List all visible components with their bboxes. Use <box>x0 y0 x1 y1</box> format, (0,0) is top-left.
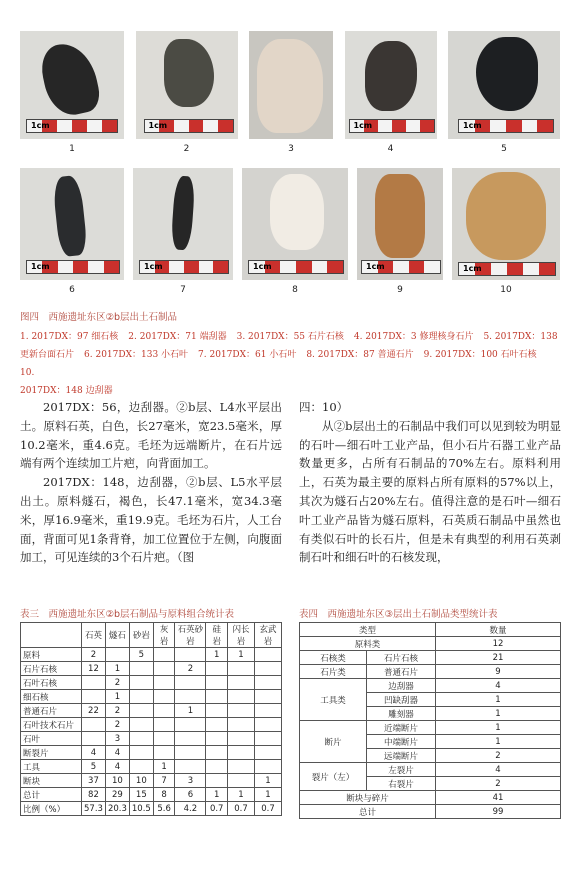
table-cell <box>206 746 228 760</box>
scale-ruler: 1cm <box>458 119 554 133</box>
table-cell <box>255 676 282 690</box>
table-cell: 2 <box>175 662 206 676</box>
table-cell <box>255 760 282 774</box>
figure-item: 1. 2017DX：97 细石核 <box>20 332 119 342</box>
table-cell: 99 <box>436 805 561 819</box>
artifact-image <box>365 41 417 111</box>
table-cell: 5 <box>129 648 153 662</box>
table-cell <box>206 690 228 704</box>
table-row <box>300 721 561 735</box>
figure-item: 5. 2017DX：138 <box>483 332 558 342</box>
row-label-cell: 普通石片 <box>21 704 82 718</box>
table-cell <box>129 662 153 676</box>
table3-body <box>21 648 282 816</box>
table-cell <box>129 760 153 774</box>
paragraph-continuation: 四：10） <box>299 400 349 414</box>
photo-frame <box>357 168 443 280</box>
table-cell: 10 <box>105 774 129 788</box>
table-cell <box>153 718 175 732</box>
table-row <box>300 791 561 805</box>
figure-item: 更新台面石片 <box>20 350 75 360</box>
table-cell <box>206 718 228 732</box>
scale-ruler: 1cm <box>458 262 556 276</box>
table-cell: 4 <box>436 679 561 693</box>
figure-item: 3. 2017DX：55 石片石核 <box>236 332 344 342</box>
table-cell: 1 <box>206 788 228 802</box>
table-cell <box>228 690 255 704</box>
table-cell <box>228 676 255 690</box>
artifact-image <box>257 39 323 133</box>
table-cell: 远端断片 <box>367 749 436 763</box>
photo-frame <box>249 31 333 139</box>
table-cell <box>175 690 206 704</box>
row-label-cell: 原料 <box>21 648 82 662</box>
photo-number: 1 <box>69 144 75 154</box>
table-cell: 5.6 <box>153 802 175 816</box>
photo-frame <box>345 31 437 139</box>
table-cell <box>175 718 206 732</box>
table-row <box>300 665 561 679</box>
table-cell <box>153 676 175 690</box>
header-cell: 数量 <box>436 623 561 637</box>
table-cell <box>153 690 175 704</box>
header-cell <box>21 623 82 648</box>
table-cell <box>228 704 255 718</box>
table-cell <box>82 718 106 732</box>
table-row <box>300 651 561 665</box>
artifact-image <box>476 37 538 111</box>
photo-frame <box>133 168 233 280</box>
table-cell: 12 <box>82 662 106 676</box>
table-row <box>300 763 561 777</box>
table-cell: 4 <box>105 760 129 774</box>
table3-material-composition <box>20 622 282 816</box>
table-cell <box>206 662 228 676</box>
table-row <box>21 662 282 676</box>
table-cell: 2 <box>105 718 129 732</box>
table-cell <box>129 746 153 760</box>
table-cell <box>153 746 175 760</box>
figure-item: 8. 2017DX：87 普通石片 <box>306 350 414 360</box>
table-cell <box>175 648 206 662</box>
figure-caption: 图四 西施遗址东区②b层出土石制品 <box>20 312 178 323</box>
table-cell: 5 <box>82 760 106 774</box>
photo-number: 4 <box>387 144 394 154</box>
table-cell <box>206 774 228 788</box>
photo-number: 5 <box>501 144 507 154</box>
header-cell: 闪长岩 <box>228 623 255 648</box>
table-row <box>21 774 282 788</box>
table-cell: 1 <box>228 648 255 662</box>
table-cell <box>255 662 282 676</box>
header-cell: 石英 <box>82 623 106 648</box>
table-cell <box>105 648 129 662</box>
artifact-image <box>466 172 546 260</box>
artifact-image <box>170 175 195 250</box>
table-cell: 普通石片 <box>367 665 436 679</box>
table-cell: 12 <box>436 637 561 651</box>
figure-photos-row-2 <box>20 168 560 295</box>
table-cell <box>129 690 153 704</box>
table-cell: 裂片（左） <box>300 763 367 791</box>
photo-4 <box>345 31 437 154</box>
table-cell: 3 <box>105 732 129 746</box>
row-label-cell: 断裂片 <box>21 746 82 760</box>
scale-ruler: 1cm <box>26 260 120 274</box>
table-cell <box>153 732 175 746</box>
table-cell: 断片 <box>300 721 367 763</box>
table4-caption: 表四 西施遗址东区③层出土石制品类型统计表 <box>299 609 498 620</box>
paragraph: 2017DX：148，边刮器，②b层、L5水平层出土。原料燧石，褐色，长47.1毫米，宽34.3毫米，厚16.9毫米，重19.9克。毛坯为石片，人工台面，背面可见1条背脊，加工位置位于左侧，向腹面加工，可见连续的3个石片疤。（图 <box>20 475 282 565</box>
table-cell: 1 <box>436 693 561 707</box>
table-cell: 1 <box>105 662 129 676</box>
table-row <box>300 805 561 819</box>
table-row <box>21 690 282 704</box>
table-cell: 边刮器 <box>367 679 436 693</box>
photo-1 <box>20 31 124 154</box>
table-cell <box>228 662 255 676</box>
photo-frame <box>448 31 560 139</box>
table-row <box>300 679 561 693</box>
photo-frame <box>136 31 238 139</box>
photo-3 <box>249 31 333 154</box>
table-cell <box>153 704 175 718</box>
table-cell: 1 <box>228 788 255 802</box>
table-cell <box>255 690 282 704</box>
table-cell <box>175 676 206 690</box>
table-cell: 15 <box>129 788 153 802</box>
photo-frame <box>242 168 348 280</box>
row-label-cell: 总计 <box>21 788 82 802</box>
scale-ruler: 1cm <box>248 260 344 274</box>
header-cell: 灰岩 <box>153 623 175 648</box>
figure-item: 2. 2017DX：71 端刮器 <box>128 332 227 342</box>
artifact-image <box>164 39 214 107</box>
table-cell <box>153 648 175 662</box>
table-cell <box>82 676 106 690</box>
table-cell: 2 <box>105 676 129 690</box>
table-cell: 1 <box>255 788 282 802</box>
figure-item: 2017DX：148 边刮器 <box>20 386 113 396</box>
photo-frame <box>20 31 124 139</box>
table-cell <box>255 648 282 662</box>
table-row <box>21 746 282 760</box>
table-cell <box>228 760 255 774</box>
table-row <box>21 704 282 718</box>
table-row <box>21 732 282 746</box>
table-cell: 10.5 <box>129 802 153 816</box>
artifact-image <box>52 175 88 257</box>
table-cell <box>255 746 282 760</box>
table-cell <box>129 718 153 732</box>
header-cell: 类型 <box>300 623 436 637</box>
table-cell: 7 <box>153 774 175 788</box>
figure-item: 4. 2017DX：3 修理核身石片 <box>353 332 474 342</box>
table-cell: 石片类 <box>300 665 367 679</box>
table-cell <box>82 690 106 704</box>
table-cell: 0.7 <box>228 802 255 816</box>
photo-frame <box>20 168 124 280</box>
table-cell <box>206 676 228 690</box>
photo-7 <box>133 168 233 295</box>
paragraph: 2017DX：56，边刮器。②b层、L4水平层出土。原料石英，白色，长27毫米，宽23.5毫米，厚10.2毫米，重4.6克。毛坯为远端断片，在石片远端有两个连续加工片疤，向背面加工。 <box>20 400 282 471</box>
scale-ruler: 1cm <box>26 119 118 133</box>
figure-item-list <box>20 328 560 400</box>
artifact-image <box>375 174 425 258</box>
table-cell <box>228 774 255 788</box>
photo-frame <box>452 168 560 280</box>
table-cell: 1 <box>436 721 561 735</box>
artifact-image <box>270 174 324 250</box>
table-cell: 中端断片 <box>367 735 436 749</box>
table-cell: 4 <box>436 763 561 777</box>
scale-ruler: 1cm <box>139 260 229 274</box>
table-cell: 6 <box>175 788 206 802</box>
table-cell: 工具类 <box>300 679 367 721</box>
table-row <box>21 648 282 662</box>
table-cell: 4 <box>82 746 106 760</box>
photo-6 <box>20 168 124 295</box>
scale-ruler: 1cm <box>349 119 435 133</box>
table-cell: 22 <box>82 704 106 718</box>
table-cell: 1 <box>255 774 282 788</box>
table4-type-statistics <box>299 622 561 819</box>
table-row <box>21 788 282 802</box>
table-cell: 8 <box>153 788 175 802</box>
table-cell <box>228 732 255 746</box>
table3-caption: 表三 西施遗址东区②b层石制品与原料组合统计表 <box>20 609 235 620</box>
table-cell: 1 <box>105 690 129 704</box>
table-cell: 2 <box>82 648 106 662</box>
row-label-cell: 石叶 <box>21 732 82 746</box>
table-cell <box>255 732 282 746</box>
figure-photos-row-1 <box>20 31 560 154</box>
table-cell: 总计 <box>300 805 436 819</box>
table-cell: 1 <box>175 704 206 718</box>
table-cell: 1 <box>206 648 228 662</box>
table-cell: 37 <box>82 774 106 788</box>
table-cell <box>228 746 255 760</box>
table-cell <box>175 732 206 746</box>
table-cell: 21 <box>436 651 561 665</box>
figure-item: 9. 2017DX：100 石叶石核 <box>423 350 537 360</box>
row-label-cell: 细石核 <box>21 690 82 704</box>
table-cell <box>153 662 175 676</box>
photo-5 <box>448 31 560 154</box>
table-cell: 2 <box>436 777 561 791</box>
photo-number: 6 <box>69 285 75 295</box>
table-cell: 0.7 <box>206 802 228 816</box>
photo-number: 7 <box>180 285 186 295</box>
photo-8 <box>242 168 348 295</box>
table-cell <box>228 718 255 732</box>
table-cell: 0.7 <box>255 802 282 816</box>
row-label-cell: 石叶石核 <box>21 676 82 690</box>
table-cell: 断块与碎片 <box>300 791 436 805</box>
row-label-cell: 比例（%） <box>21 802 82 816</box>
table-cell: 石片石核 <box>367 651 436 665</box>
photo-number: 2 <box>183 144 190 154</box>
table-cell: 1 <box>436 735 561 749</box>
table-row <box>300 637 561 651</box>
table-cell <box>175 746 206 760</box>
table-cell: 2 <box>436 749 561 763</box>
table-cell: 雕刻器 <box>367 707 436 721</box>
table-cell: 20.3 <box>105 802 129 816</box>
table-cell: 石核类 <box>300 651 367 665</box>
table-row <box>21 718 282 732</box>
row-label-cell: 石叶技术石片 <box>21 718 82 732</box>
photo-number: 9 <box>397 285 403 295</box>
table-cell: 2 <box>105 704 129 718</box>
photo-number: 10 <box>500 285 512 295</box>
table-cell <box>206 704 228 718</box>
table-cell <box>206 732 228 746</box>
table-cell: 9 <box>436 665 561 679</box>
table-cell <box>255 718 282 732</box>
table-header-row <box>300 623 561 637</box>
table-cell <box>129 704 153 718</box>
photo-2 <box>136 31 238 154</box>
table-cell: 41 <box>436 791 561 805</box>
photo-number: 8 <box>292 285 298 295</box>
photo-9 <box>357 168 443 295</box>
row-label-cell: 石片石核 <box>21 662 82 676</box>
table-cell <box>255 704 282 718</box>
table-cell: 凹缺刮器 <box>367 693 436 707</box>
table-cell <box>206 760 228 774</box>
body-right-column <box>299 398 561 567</box>
header-cell: 玄武岩 <box>255 623 282 648</box>
header-cell: 石英砂岩 <box>175 623 206 648</box>
table-cell: 82 <box>82 788 106 802</box>
table-cell: 4.2 <box>175 802 206 816</box>
paragraph: 从②b层出土的石制品中我们可以见到较为明显的石叶—细石叶工业产品，但小石片石器工业产品数量更多，占所有石制品的70%左右。原料利用上，石英为最主要的原料占所有原料的57%以上，其次为燧石占20%左右。值得注意的是石叶—细石叶工业产品皆为燧石原料，石英质石制品中虽然也有类似石叶的长石片，但是未有典型的利用石英剥制石叶和细石叶的石核发现， <box>299 418 561 565</box>
table-cell: 1 <box>153 760 175 774</box>
table-cell: 10 <box>129 774 153 788</box>
scale-ruler: 1cm <box>361 260 441 274</box>
table-cell: 近端断片 <box>367 721 436 735</box>
table-header-row <box>21 623 282 648</box>
row-label-cell: 断块 <box>21 774 82 788</box>
photo-10 <box>452 168 560 295</box>
table-cell <box>82 732 106 746</box>
table-cell <box>129 732 153 746</box>
table-cell: 左裂片 <box>367 763 436 777</box>
table-cell <box>175 760 206 774</box>
photo-number: 3 <box>288 144 294 154</box>
body-left-column <box>20 398 282 567</box>
artifact-image <box>37 38 103 119</box>
row-label-cell: 工具 <box>21 760 82 774</box>
table-cell: 原料类 <box>300 637 436 651</box>
table-row <box>21 802 282 816</box>
table-row <box>21 676 282 690</box>
table-cell: 3 <box>175 774 206 788</box>
table-row <box>21 760 282 774</box>
scale-ruler: 1cm <box>144 119 234 133</box>
table-cell: 57.3 <box>82 802 106 816</box>
table-cell: 1 <box>436 707 561 721</box>
table-cell <box>129 676 153 690</box>
table-cell: 4 <box>105 746 129 760</box>
header-cell: 砂岩 <box>129 623 153 648</box>
figure-item: 7. 2017DX：61 小石叶 <box>198 350 297 360</box>
table-cell: 右裂片 <box>367 777 436 791</box>
figure-item: 6. 2017DX：133 小石叶 <box>84 350 189 360</box>
figure-item: 10. <box>20 368 35 378</box>
header-cell: 燧石 <box>105 623 129 648</box>
table-cell: 29 <box>105 788 129 802</box>
header-cell: 硅岩 <box>206 623 228 648</box>
